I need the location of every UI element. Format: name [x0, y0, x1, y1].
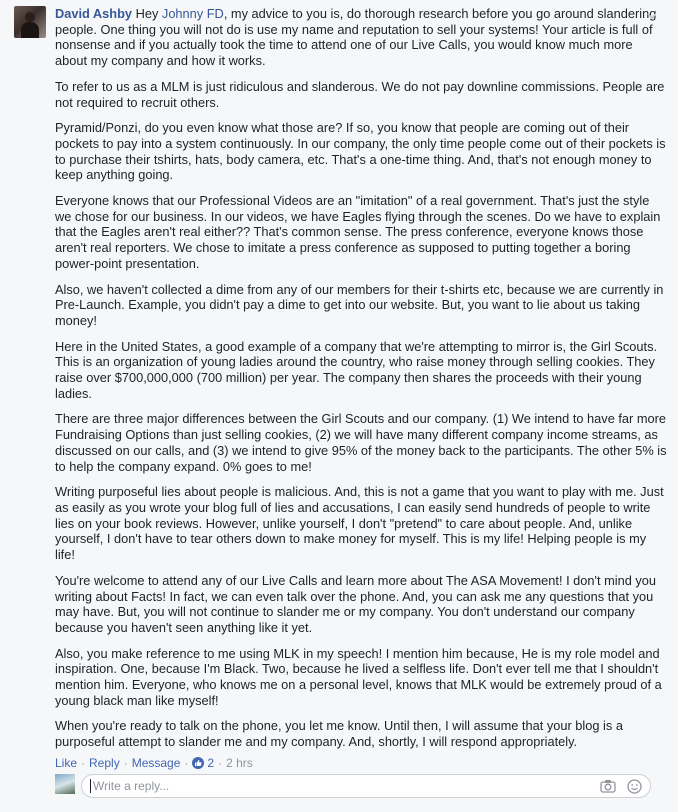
- comment-paragraph: Writing purposeful lies about people is malicious. And, this is not a game that you want to play with me. Just as easily as you wrote your blog full of lies and accusations, I can easily send hundreds of people to write lies on your book reviews. However, unlike yourself, I don't "pretend" to care about people. And, unlike yourself, I don't have to tear others down to make money for myself. This is my life! Helping people is my life!: [55, 484, 664, 563]
- comment-paragraph: Also, you make reference to me using MLK in my speech! I mention him because, He is my role model and inspiration. One, because I'm Black. Two, because he lived a selfless life. Don't ever tell me that I shouldn't mention him. Everyone, who knows me on a personal level, knows that MLK would be extremely proud of a young black man like myself!: [55, 645, 662, 708]
- separator: ·: [218, 755, 223, 770]
- separator: ·: [123, 755, 128, 770]
- timestamp[interactable]: 2 hrs: [226, 755, 253, 770]
- author-avatar[interactable]: [14, 6, 46, 38]
- separator: ·: [184, 755, 189, 770]
- reply-composer: [55, 774, 655, 798]
- comment-paragraph: There are three major differences between the Girl Scouts and our company. (1) We intend to have far more Fundraising Options than just selling cookies, (2) we will have many different company income streams, as discussed on our calls, and (3) we intend to give 95% of the money back to the participants. The other 5% is to help the company expand. 0% goes to me!: [55, 411, 667, 474]
- separator: ·: [81, 755, 86, 770]
- reply-box[interactable]: [81, 774, 651, 798]
- comment-paragraph: Pyramid/Ponzi, do you even know what those are? If so, you know that people are coming out of their pockets to pay into a system continuously. In our company, the only time people come out of their pockets is to purchase their tshirts, hats, body camera, etc. That's a one-time thing. And, that's not enough money to keep anything going.: [55, 120, 666, 183]
- comment-paragraph: Here in the United States, a good example of a company that we're attempting to mirror is, the Girl Scouts. This is an organization of young ladies around the country, who raise money through selling cookies. They raise over $700,000,000 (700 million) per year. The company then shares the proceeds with their young ladies.: [55, 338, 658, 401]
- like-link[interactable]: Like: [55, 755, 78, 770]
- camera-icon[interactable]: [600, 778, 616, 794]
- comment-first-paragraph: [55, 6, 667, 69]
- author-name[interactable]: David Ashby: [55, 6, 133, 21]
- mention-link[interactable]: Johnny FD: [161, 6, 224, 21]
- comment-paragraph: To refer to us as a MLM is just ridiculous and slanderous. We do not pay downline commissions. People are not required to recruit others.: [55, 78, 665, 110]
- intro-after: , my advice to you is, do thorough research before you go around slandering people. One thing you will not do is use my name and reputation to sell your systems! Your article is full of nonsense and if you actually took the time to attend one of our Live Calls, you would know much more about my company and how it works.: [55, 6, 657, 69]
- avatar-body: [21, 22, 39, 38]
- emoji-icon[interactable]: [626, 778, 642, 794]
- current-user-avatar: [55, 774, 75, 794]
- comment: [14, 6, 674, 770]
- reply-input[interactable]: [90, 779, 590, 793]
- reaction-count-value: 2: [207, 755, 215, 770]
- intro-before: Hey: [135, 6, 162, 21]
- thumbs-up-icon: [192, 757, 204, 769]
- message-link[interactable]: Message: [131, 755, 181, 770]
- comment-paragraph: Everyone knows that our Professional Videos are an "imitation" of a real government. That's just the style we chose for our business. In our videos, we have Eagles flying through the scenes. Do we have to explain that the Eagles aren't real either?? That's common sense. The press conference, everyone knows those aren't real reporters. We chose to imitate a press conference as supposed to putting together a boring power-point presentation.: [55, 193, 661, 271]
- avatar-head: [25, 12, 35, 22]
- comment-paragraph: Also, we haven't collected a dime from any of our members for their t-shirts etc, because we are currently in Pre-Launch. Example, you didn't pay a dime to get into our website. But, you want to lie about us taking money!: [55, 281, 664, 328]
- comment-actions: [55, 756, 674, 770]
- reaction-count[interactable]: [192, 756, 214, 770]
- comment-body: [55, 6, 667, 750]
- comment-paragraph: When you're ready to talk on the phone, you let me know. Until then, I will assume that your blog is a purposeful attempt to slander me and my company. And, shortly, I will respond appropriately.: [55, 718, 623, 750]
- chevron-down-icon[interactable]: [646, 10, 658, 22]
- reply-link[interactable]: Reply: [89, 755, 120, 770]
- comment-paragraph: You're welcome to attend any of our Live Calls and learn more about The ASA Movement! I don't mind you writing about Facts! In fact, we can even talk over the phone. And, you can ask me any questions that you may have. But, you will not continue to slander me or my company. You don't understand our company because you haven't seen anything like it yet.: [55, 572, 657, 635]
